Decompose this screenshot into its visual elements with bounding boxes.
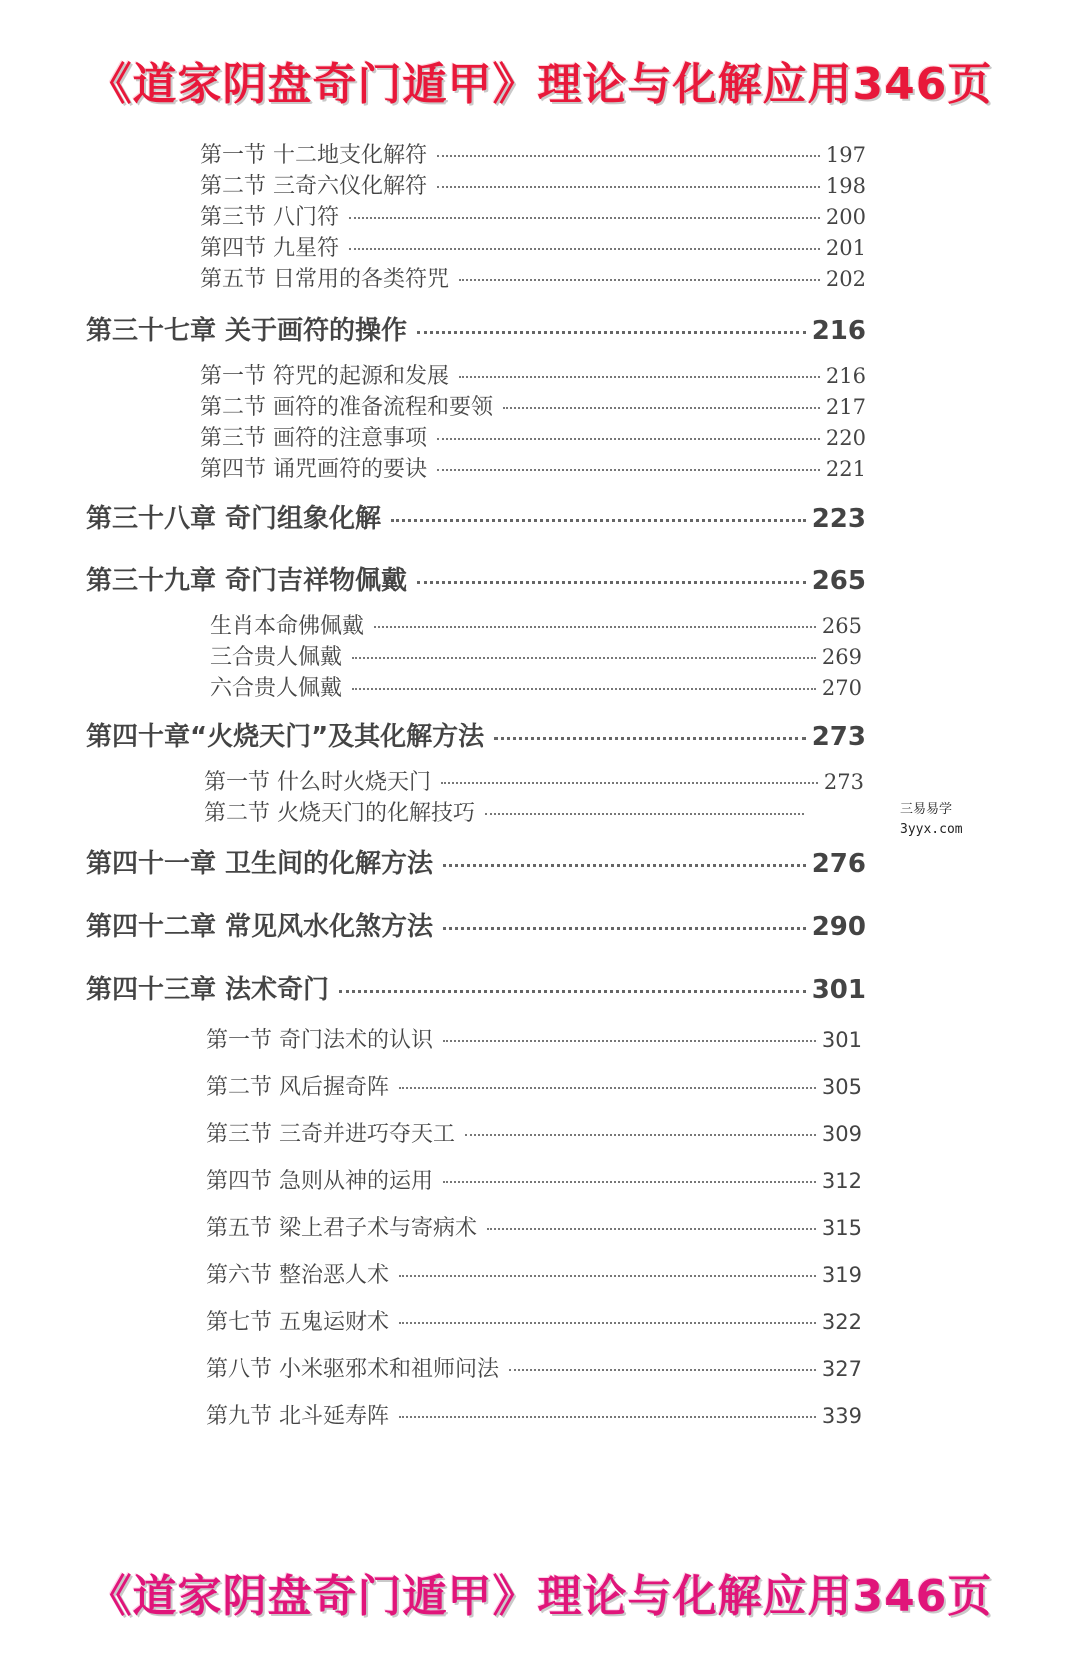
toc-entry-page: 309: [821, 1122, 862, 1146]
toc-entry: [206, 1258, 862, 1289]
toc-chapter-page: 273: [811, 722, 866, 752]
toc-entry-page: 315: [821, 1216, 862, 1240]
toc-leader-dots: [441, 782, 818, 784]
toc-entry-page: 339: [821, 1404, 862, 1428]
toc-leader-dots: [352, 657, 816, 659]
toc-chapter-label: 第四十三章 法术奇门: [86, 975, 330, 1005]
toc-entry-label: 第一节 十二地支化解符: [200, 143, 427, 168]
toc-leader-dots: [417, 331, 806, 334]
toc-chapter-label: 第三十七章 关于画符的操作: [86, 316, 408, 346]
toc-entry-label: 第二节 火烧天门的化解技巧: [204, 801, 475, 826]
banner-title-top: 《道家阴盘奇门遁甲》理论与化解应用346页: [87, 59, 993, 110]
toc-leader-dots: [494, 737, 806, 740]
toc-chapter: [86, 906, 866, 943]
toc-entry: [204, 796, 810, 827]
toc-leader-dots: [437, 186, 820, 188]
toc-chapter: [86, 843, 866, 880]
toc-leader-dots: [437, 469, 820, 471]
toc-entry: [206, 1070, 862, 1101]
toc-entry-label: 第三节 八门符: [200, 205, 339, 230]
toc-entry-page: 201: [825, 236, 866, 260]
toc-entry-label: 第五节 日常用的各类符咒: [200, 267, 449, 292]
toc-chapter-label: 第四十二章 常见风水化煞方法: [86, 912, 434, 942]
toc-entry: [200, 200, 866, 231]
toc-entry: [206, 1305, 862, 1336]
toc-leader-dots: [459, 279, 820, 281]
toc-leader-dots: [391, 519, 806, 522]
toc-entry: [204, 765, 864, 796]
toc-entry-label: 生肖本命佛佩戴: [210, 614, 365, 639]
toc-leader-dots: [443, 1040, 816, 1042]
toc-chapter-label: 第三十八章 奇门组象化解: [86, 504, 382, 534]
toc-entry: [210, 671, 862, 702]
toc-entry: [200, 262, 866, 293]
toc-entry: [210, 609, 862, 640]
site-watermark: [900, 800, 963, 840]
toc-chapter: [86, 716, 866, 753]
toc-leader-dots: [437, 155, 820, 157]
toc-entry: [206, 1164, 862, 1195]
toc-leader-dots: [349, 248, 820, 250]
toc-entry-page: 301: [821, 1028, 862, 1052]
toc-leader-dots: [399, 1275, 816, 1277]
toc-leader-dots: [459, 376, 820, 378]
toc-entry: [206, 1399, 862, 1430]
toc-entry-label: 第九节 北斗延寿阵: [206, 1404, 389, 1429]
toc-entry-page: 200: [825, 205, 866, 229]
toc-leader-dots: [503, 407, 820, 409]
toc-chapter: [86, 498, 866, 535]
toc-leader-dots: [399, 1322, 816, 1324]
toc-leader-dots: [437, 438, 820, 440]
toc-entry: [210, 640, 862, 671]
toc-chapter-label: 第四十章“火烧天门”及其化解方法: [86, 722, 485, 752]
toc-entry-label: 第六节 整治恶人术: [206, 1263, 389, 1288]
watermark-line-2: 3yyx.com: [900, 822, 963, 837]
toc-entry-label: 第二节 风后握奇阵: [206, 1075, 389, 1100]
toc-entry-label: 第一节 符咒的起源和发展: [200, 364, 449, 389]
toc-leader-dots: [465, 1134, 816, 1136]
toc-leader-dots: [443, 927, 806, 930]
toc-entry-label: 第五节 梁上君子术与寄病术: [206, 1216, 477, 1241]
toc-entry-page: 221: [825, 457, 866, 481]
toc-leader-dots: [339, 990, 806, 993]
banner-title-bottom: 《道家阴盘奇门遁甲》理论与化解应用346页: [87, 1571, 993, 1622]
toc-entry-label: 三合贵人佩戴: [210, 645, 343, 670]
toc-leader-dots: [443, 1181, 816, 1183]
toc-chapter-page: 290: [811, 912, 866, 942]
toc-entry-label: 第八节 小米驱邪术和祖师问法: [206, 1357, 499, 1382]
toc-entry-page: 305: [821, 1075, 862, 1099]
toc-leader-dots: [352, 688, 816, 690]
toc-entry-page: 217: [825, 395, 866, 419]
toc-entry: [200, 169, 866, 200]
toc-entry-label: 第二节 画符的准备流程和要领: [200, 395, 493, 420]
toc-entry-page: 312: [821, 1169, 862, 1193]
toc-chapter-page: 276: [811, 849, 866, 879]
toc-entry: [206, 1352, 862, 1383]
toc-leader-dots: [485, 813, 804, 815]
toc-chapter-page: 301: [811, 975, 866, 1005]
toc-chapter-page: 216: [811, 316, 866, 346]
toc-entry-page: 220: [825, 426, 866, 450]
toc-entry-page: 327: [821, 1357, 862, 1381]
toc-entry-label: 第四节 急则从神的运用: [206, 1169, 433, 1194]
toc-entry-page: 202: [825, 267, 866, 291]
toc-entry-page: 322: [821, 1310, 862, 1334]
toc-entry: [206, 1211, 862, 1242]
toc-entry: [206, 1117, 862, 1148]
toc-entry-label: 第二节 三奇六仪化解符: [200, 174, 427, 199]
toc-entry: [200, 231, 866, 262]
toc-leader-dots: [349, 217, 820, 219]
toc-chapter-label: 第三十九章 奇门吉祥物佩戴: [86, 566, 408, 596]
toc-chapter: [86, 560, 866, 597]
toc-entry-label: 第四节 诵咒画符的要诀: [200, 457, 427, 482]
toc-entry-label: 第一节 奇门法术的认识: [206, 1028, 433, 1053]
toc-entry-label: 第四节 九星符: [200, 236, 339, 261]
toc-chapter-page: 265: [811, 566, 866, 596]
toc-entry: [206, 1023, 862, 1054]
toc-entry-label: 第三节 三奇并进巧夺天工: [206, 1122, 455, 1147]
toc-leader-dots: [399, 1416, 816, 1418]
toc-chapter: [86, 310, 866, 347]
toc-leader-dots: [399, 1087, 816, 1089]
toc-entry: [200, 390, 866, 421]
toc-leader-dots: [417, 581, 806, 584]
toc-entry-page: 216: [825, 364, 866, 388]
watermark-line-1: 三易易学: [900, 802, 953, 817]
toc-chapter-label: 第四十一章 卫生间的化解方法: [86, 849, 434, 879]
toc-entry-label: 第三节 画符的注意事项: [200, 426, 427, 451]
toc-chapter-page: 223: [811, 504, 866, 534]
toc-entry: [200, 359, 866, 390]
toc-entry: [200, 138, 866, 169]
toc-leader-dots: [509, 1369, 816, 1371]
toc-entry-label: 第一节 什么时火烧天门: [204, 770, 431, 795]
toc-chapter: [86, 969, 866, 1006]
toc-leader-dots: [443, 864, 806, 867]
toc-entry-page: 269: [821, 645, 862, 669]
toc-entry-page: 265: [821, 614, 862, 638]
toc-entry-page: 197: [825, 143, 866, 167]
toc-entry-page: 270: [821, 676, 862, 700]
toc-entry: [200, 421, 866, 452]
toc-leader-dots: [374, 626, 816, 628]
toc-entry-label: 六合贵人佩戴: [210, 676, 343, 701]
toc-leader-dots: [487, 1228, 816, 1230]
toc-entry-label: 第七节 五鬼运财术: [206, 1310, 389, 1335]
toc-entry-page: 273: [823, 770, 864, 794]
toc-entry-page: 319: [821, 1263, 862, 1287]
toc-entry-page: 198: [825, 174, 866, 198]
toc-entry: [200, 452, 866, 483]
